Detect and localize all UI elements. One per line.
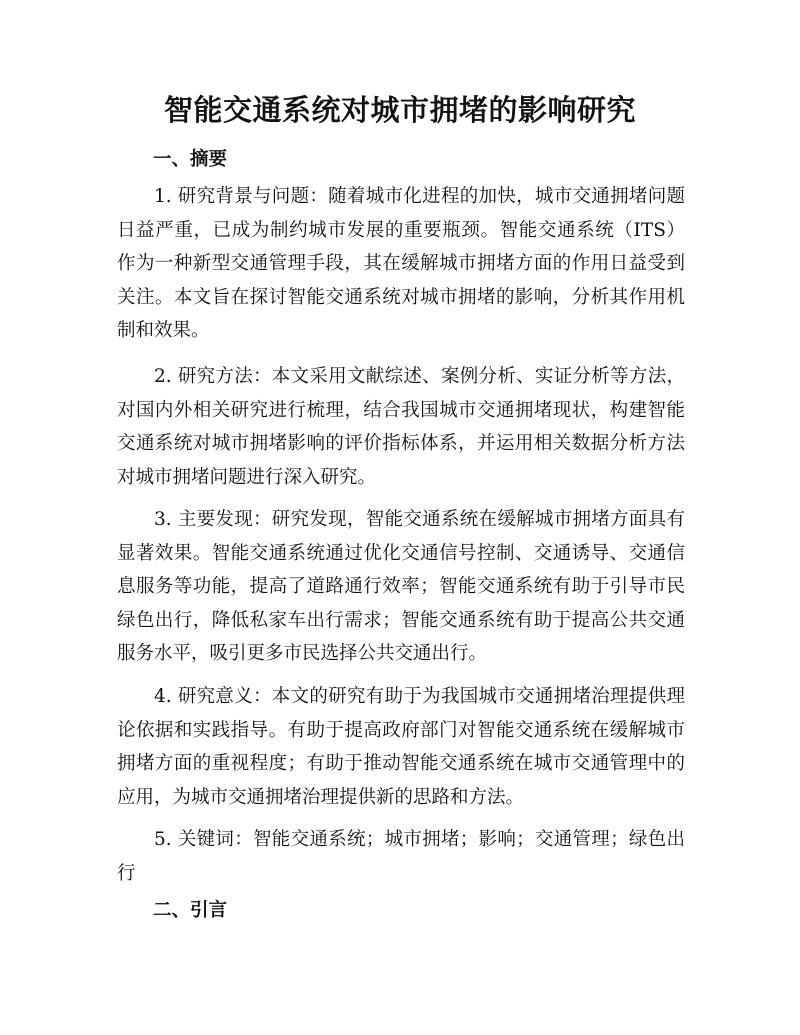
abstract-paragraph-findings: 3. 主要发现：研究发现，智能交通系统在缓解城市拥堵方面具有显著效果。智能交通系统通过优化交通信号控制、交通诱导、交通信息服务等功能，提高了道路通行效率；智能交通系统有助于引导市民绿色出行，降低私家车出行需求；智能交通系统有助于提高公共交通服务水平，吸引更多市民选择公共交通出行。 (117, 509, 685, 664)
section-heading-abstract: 一、摘要 (153, 149, 228, 170)
section-heading-introduction: 二、引言 (153, 900, 228, 921)
abstract-paragraph-background: 1. 研究背景与问题：随着城市化进程的加快，城市交通拥堵问题日益严重，已成为制约城市发展的重要瓶颈。智能交通系统（ITS）作为一种新型交通管理手段，其在缓解城市拥堵方面的作用日益受到关注。本文旨在探讨智能交通系统对城市拥堵的影响，分析其作用机制和效果。 (117, 186, 685, 341)
abstract-paragraph-methods: 2. 研究方法：本文采用文献综述、案例分析、实证分析等方法，对国内外相关研究进行梳理，结合我国城市交通拥堵现状，构建智能交通系统对城市拥堵影响的评价指标体系，并运用相关数据分析方法对城市拥堵问题进行深入研究。 (117, 366, 685, 488)
abstract-paragraph-significance: 4. 研究意义：本文的研究有助于为我国城市交通拥堵治理提供理论依据和实践指导。有助于提高政府部门对智能交通系统在缓解城市拥堵方面的重视程度；有助于推动智能交通系统在城市交通管理中的应用，为城市交通拥堵治理提供新的思路和方法。 (117, 686, 685, 808)
document-title: 智能交通系统对城市拥堵的影响研究 (163, 93, 636, 127)
abstract-paragraph-keywords: 5. 关键词：智能交通系统；城市拥堵；影响；交通管理；绿色出行 (117, 829, 685, 884)
